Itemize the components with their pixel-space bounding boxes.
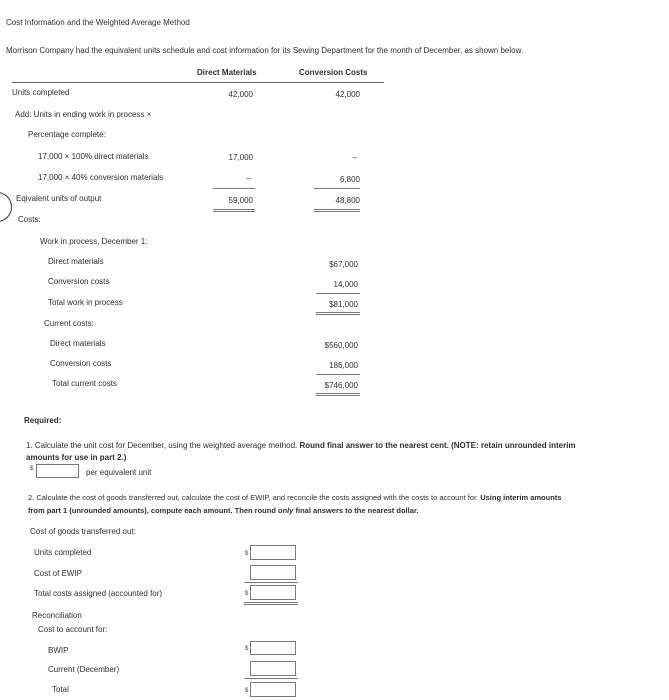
cc-subtotal-rule bbox=[314, 188, 360, 189]
cost-ewip-row-label: Cost of EWIP bbox=[34, 569, 83, 578]
dm-line-dm: 17,000 bbox=[228, 153, 253, 162]
header-rule bbox=[12, 82, 384, 83]
units-completed-dm: 42,000 bbox=[228, 90, 253, 99]
units-completed-row-label: Units completed bbox=[34, 548, 92, 557]
units-completed-cc: 42,000 bbox=[335, 90, 360, 99]
reconciliation-label: Reconciliation bbox=[32, 611, 82, 620]
cur-cc-label: Conversion costs bbox=[50, 359, 112, 368]
per-unit-label: per equivalent unit bbox=[86, 468, 152, 477]
dm-line-cc: – bbox=[352, 153, 357, 162]
current-december-input[interactable] bbox=[250, 661, 296, 676]
cur-subtotal-rule bbox=[316, 374, 360, 375]
cc-line-dm: – bbox=[246, 174, 251, 183]
intro-text: Morrison Company had the equivalent units schedule and cost information for its Sewing Department for the month of December, as shown below. bbox=[6, 46, 524, 55]
wip-subtotal-rule bbox=[316, 293, 360, 294]
units-completed-input[interactable] bbox=[250, 545, 296, 560]
dollar-sign: $ bbox=[30, 466, 34, 472]
units-completed-label: Units completed bbox=[12, 88, 70, 97]
wip-dm-label: Direct materials bbox=[48, 257, 104, 266]
question-2-text: 2. Calculate the cost of goods transferred out, calculate the cost of EWIP, and reconcile the costs assigned with the costs to account for. Using interim amounts bbox=[28, 493, 562, 502]
question-1-note: amounts for use in part 2.) bbox=[26, 453, 127, 462]
bwip-dollar: $ bbox=[245, 646, 249, 652]
cost-to-account-label: Cost to account for: bbox=[38, 625, 108, 634]
current-costs-label: Current costs: bbox=[44, 319, 94, 328]
dm-subtotal-rule bbox=[213, 188, 255, 189]
cur-dm-value: $560,000 bbox=[324, 341, 358, 350]
cc-total-rule-2 bbox=[314, 211, 360, 212]
dm-total-rule-2 bbox=[213, 211, 255, 212]
total-assigned-rule-1 bbox=[244, 602, 298, 603]
cur-total-label: Total current costs bbox=[52, 379, 117, 388]
required-heading: Required: bbox=[24, 416, 62, 425]
cur-total-rule-1 bbox=[316, 393, 360, 394]
cost-ewip-input[interactable] bbox=[250, 565, 296, 580]
dm-line-label: 17,000 × 100% direct materials bbox=[38, 152, 149, 161]
wip-cc-label: Conversion costs bbox=[48, 277, 110, 286]
col-header-direct-materials: Direct Materials bbox=[197, 68, 257, 77]
wip-dm-value: $67,000 bbox=[329, 260, 358, 269]
wip-total-rule-2 bbox=[316, 314, 360, 315]
total-input[interactable] bbox=[250, 682, 296, 697]
cc-total-rule-1 bbox=[314, 209, 360, 210]
col-header-conversion-costs: Conversion Costs bbox=[299, 68, 368, 77]
percentage-complete-label: Percentage complete: bbox=[28, 130, 106, 139]
total-assigned-row-label: Total costs assigned (accounted for) bbox=[34, 589, 163, 598]
cur-dm-label: Direct materials bbox=[50, 339, 106, 348]
unit-cost-input[interactable] bbox=[36, 464, 79, 478]
cur-total-rule-2 bbox=[316, 395, 360, 396]
reconciliation-subtotal-rule bbox=[244, 678, 298, 679]
cc-line-label: 17,000 × 40% conversion materials bbox=[38, 173, 164, 182]
bwip-input[interactable] bbox=[250, 641, 296, 655]
total-assigned-rule-2 bbox=[244, 604, 298, 605]
cgt-label: Cost of goods transferred out: bbox=[30, 527, 136, 536]
equivalent-units-dm: 59,000 bbox=[228, 196, 253, 205]
circle-icon bbox=[0, 192, 12, 222]
bwip-row-label: BWIP bbox=[48, 646, 69, 655]
equivalent-units-cc: 48,800 bbox=[335, 196, 360, 205]
cc-line-cc: 6,800 bbox=[339, 175, 360, 184]
wip-cc-value: 14,000 bbox=[333, 280, 358, 289]
wip-total-value: $81,000 bbox=[329, 300, 358, 309]
wip-label: Work in process, December 1: bbox=[40, 237, 148, 246]
total-row-label: Total bbox=[52, 685, 69, 694]
wip-total-label: Total work in process bbox=[48, 298, 123, 307]
total-assigned-dollar: $ bbox=[245, 591, 249, 597]
question-2-instruction: from part 1 (unrounded amounts), compute each amount. Then round only final answers to the nearest dollar. bbox=[28, 506, 419, 515]
costs-label: Costs: bbox=[18, 215, 41, 224]
add-ewip-label: Add: Units in ending work in process × bbox=[15, 110, 152, 119]
equivalent-units-label: Eqivalent units of output bbox=[16, 194, 102, 203]
current-december-row-label: Current (December) bbox=[48, 665, 120, 674]
cgt-subtotal-rule bbox=[244, 582, 298, 583]
units-completed-dollar: $ bbox=[245, 551, 249, 557]
cur-cc-value: 186,000 bbox=[329, 361, 358, 370]
dm-total-rule-1 bbox=[213, 209, 255, 210]
total-dollar: $ bbox=[245, 688, 249, 694]
cur-total-value: $746,000 bbox=[324, 381, 358, 390]
total-assigned-input[interactable] bbox=[250, 585, 296, 600]
close-icon: × bbox=[146, 110, 152, 119]
wip-total-rule-1 bbox=[316, 312, 360, 313]
question-1-text: 1. Calculate the unit cost for December, using the weighted average method. Round final answer to the nearest cent. (NOTE: retain unrounded interim bbox=[26, 441, 576, 450]
page-title: Cost Information and the Weighted Average Method bbox=[6, 18, 190, 27]
